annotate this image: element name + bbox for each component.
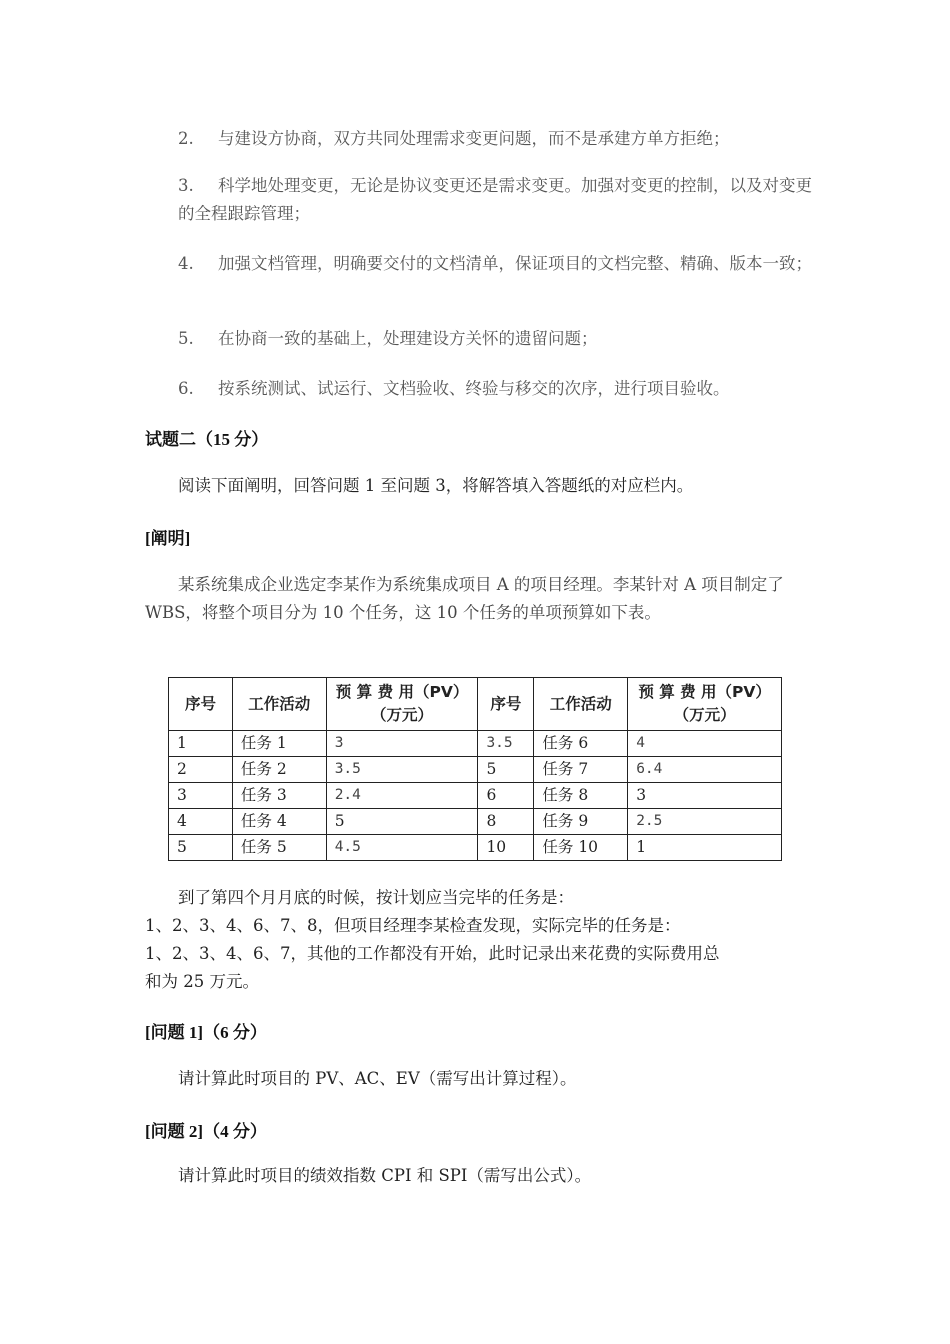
list-text: 按系统测试、试运行、文档验收、终验与移交的次序，进行项目验收。 <box>218 379 730 398</box>
list-number: 5. <box>178 329 194 348</box>
table-row <box>169 757 782 783</box>
cell-budget: 4.5 <box>326 835 478 861</box>
list-item <box>178 172 828 228</box>
cell-activity: 任务 4 <box>232 809 326 835</box>
list-text: 在协商一致的基础上，处理建设方关怀的遗留问题； <box>218 329 598 348</box>
intro-text: 阅读下面阐明，回答问题 1 至问题 3，将解答填入答题纸的对应栏内。 <box>178 476 694 495</box>
list-number: 2. <box>178 129 194 148</box>
list-number: 6. <box>178 379 194 398</box>
list-item <box>178 250 828 278</box>
cell-activity: 任务 8 <box>534 783 628 809</box>
cell-budget: 3.5 <box>326 757 478 783</box>
cell-budget: 1 <box>628 835 782 861</box>
list-text: 与建设方协商，双方共同处理需求变更问题，而不是承建方单方拒绝； <box>218 129 730 148</box>
cell-budget: 5 <box>326 809 478 835</box>
list-text: 加强文档管理，明确要交付的文档清单，保证项目的文档完整、精确、版本一致； <box>218 254 812 273</box>
cell-activity: 任务 9 <box>534 809 628 835</box>
cell-activity: 任务 1 <box>232 731 326 757</box>
cell-activity: 任务 10 <box>534 835 628 861</box>
header-seq: 序号 <box>478 678 534 731</box>
section-title: 试题二（15 分） <box>145 430 269 449</box>
situation-line: 1、2、3、4、6、7，其他的工作都没有开始，此时记录出来花费的实际费用总 <box>145 944 720 963</box>
situation-line: 到了第四个月月底的时候，按计划应当完毕的任务是： <box>178 888 574 907</box>
situation-text <box>145 884 815 996</box>
list-text: 科学地处理变更，无论是协议变更还是需求变更。加强对变更的控制，以及对变更的全程跟踪管理； <box>178 176 812 223</box>
cell-budget: 3 <box>326 731 478 757</box>
cell-seq: 6 <box>478 783 534 809</box>
cell-budget: 2.4 <box>326 783 478 809</box>
header-seq: 序号 <box>169 678 233 731</box>
cell-budget: 2.5 <box>628 809 782 835</box>
question-1-label: [问题 1]（6 分） <box>145 1023 267 1042</box>
header-budget: 预 算 费 用（PV）（万元） <box>326 678 478 731</box>
cell-seq: 3.5 <box>478 731 534 757</box>
cell-activity: 任务 2 <box>232 757 326 783</box>
cell-seq: 1 <box>169 731 233 757</box>
header-budget: 预 算 费 用（PV）（万元） <box>628 678 782 731</box>
cell-activity: 任务 6 <box>534 731 628 757</box>
cell-seq: 5 <box>478 757 534 783</box>
list-item <box>178 322 818 355</box>
cell-seq: 3 <box>169 783 233 809</box>
question-1-text: 请计算此时项目的 PV、AC、EV（需写出计算过程）。 <box>178 1069 577 1088</box>
cell-activity: 任务 7 <box>534 757 628 783</box>
cell-seq: 5 <box>169 835 233 861</box>
header-activity: 工作活动 <box>232 678 326 731</box>
cell-budget: 6.4 <box>628 757 782 783</box>
table-row <box>169 731 782 757</box>
question-2-label: [问题 2]（4 分） <box>145 1122 267 1141</box>
table-row <box>169 835 782 861</box>
cell-seq: 10 <box>478 835 534 861</box>
situation-line: 和为 25 万元。 <box>145 972 259 991</box>
description-text: 某系统集成企业选定李某作为系统集成项目 A 的项目经理。李某针对 A 项目制定了WBS，将整个项目分为 10 个任务，这 10 个任务的单项预算如下表。 <box>145 575 784 622</box>
cell-activity: 任务 5 <box>232 835 326 861</box>
table-header-row <box>169 678 782 731</box>
cell-activity: 任务 3 <box>232 783 326 809</box>
cell-seq: 2 <box>169 757 233 783</box>
budget-table <box>168 677 782 861</box>
cell-budget: 3 <box>628 783 782 809</box>
cell-budget: 4 <box>628 731 782 757</box>
list-number: 3. <box>178 176 194 195</box>
list-item <box>178 372 828 405</box>
table-row <box>169 809 782 835</box>
description-label: [阐明] <box>145 529 191 548</box>
question-2-text: 请计算此时项目的绩效指数 CPI 和 SPI（需写出公式）。 <box>178 1166 592 1185</box>
list-item <box>178 122 818 155</box>
cell-seq: 8 <box>478 809 534 835</box>
situation-line: 1、2、3、4、6、7、8，但项目经理李某检查发现，实际完毕的任务是： <box>145 916 681 935</box>
list-number: 4. <box>178 254 194 273</box>
cell-seq: 4 <box>169 809 233 835</box>
header-activity: 工作活动 <box>534 678 628 731</box>
table-row <box>169 783 782 809</box>
